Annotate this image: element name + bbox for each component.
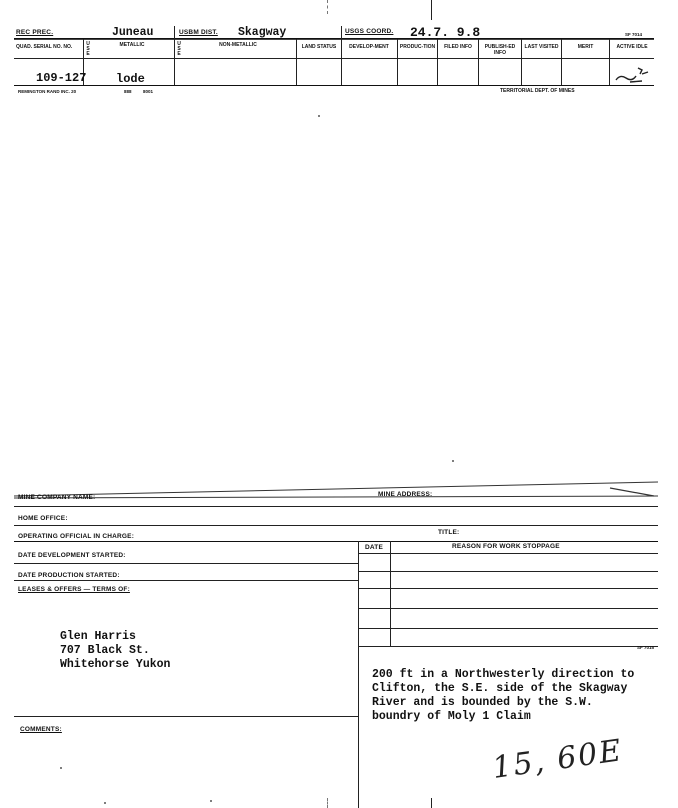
location-note-line: 200 ft in a Northwesterly direction to xyxy=(372,668,635,681)
mine-company-label: MINE COMPANY NAME: xyxy=(18,494,96,501)
column-header-bottom-rule xyxy=(14,58,654,59)
speck xyxy=(452,460,454,462)
code-2: 8001 xyxy=(143,89,154,94)
rule xyxy=(358,608,658,609)
col-active-idle: ACTIVE IDLE xyxy=(616,44,648,50)
rule xyxy=(14,580,358,581)
location-note-line: River and is bounded by the S.W. xyxy=(372,696,593,709)
fold-mark xyxy=(327,798,328,808)
handwritten-note: 15, 60E xyxy=(490,733,626,786)
grid-divider xyxy=(341,39,342,85)
grid-divider xyxy=(397,39,398,85)
usgs-coord-value: 24.7. 9.8 xyxy=(410,25,481,40)
fold-mark xyxy=(327,0,328,14)
col-use-metallic: U S E xyxy=(86,41,90,57)
printer-label: REMINGTON RAND INC. 20 xyxy=(18,89,77,94)
owner-name: Glen Harris xyxy=(60,630,136,643)
rule xyxy=(14,716,358,717)
operating-official-label: OPERATING OFFICIAL IN CHARGE: xyxy=(18,533,135,540)
title-label: TITLE: xyxy=(438,529,460,536)
rule xyxy=(14,525,658,526)
rule xyxy=(14,506,658,507)
owner-city: Whitehorse Yukon xyxy=(60,658,171,671)
prod-started-label: DATE PRODUCTION STARTED: xyxy=(18,572,120,579)
owner-street: 707 Black St. xyxy=(60,644,150,657)
top-tick xyxy=(431,0,432,20)
metallic-value: lode xyxy=(116,72,145,86)
speck xyxy=(318,115,320,117)
usgs-coord-label: USGS COORD. xyxy=(345,28,394,35)
form-number: SF 7014 xyxy=(625,32,643,37)
card-bottom-rule xyxy=(14,85,654,86)
divider xyxy=(341,26,342,39)
header-rule-2 xyxy=(14,39,654,40)
dev-started-label: DATE DEVELOPMENT STARTED: xyxy=(18,552,126,559)
bottom-tick xyxy=(431,798,432,808)
rule xyxy=(14,541,658,542)
code-1: 888 xyxy=(124,89,132,94)
col-non-metallic: NON-METALLIC xyxy=(219,42,257,48)
rule xyxy=(358,588,658,589)
lower-card-top-lines xyxy=(14,476,658,500)
location-note-line: Clifton, the S.E. side of the Skagway xyxy=(372,682,628,695)
comments-label: COMMENTS: xyxy=(20,726,62,733)
divider xyxy=(174,26,175,39)
col-use-non-metallic: U S E xyxy=(177,41,181,57)
col-filed-info: FILED INFO xyxy=(444,44,472,50)
form-number-2: SF 7015 xyxy=(637,645,655,650)
col-merit: MERIT xyxy=(577,44,594,50)
grid-divider xyxy=(296,39,297,85)
table-left-border xyxy=(358,541,359,808)
rec-prec-value: Juneau xyxy=(112,26,154,39)
date-column-divider xyxy=(390,541,391,647)
grid-divider xyxy=(609,39,610,85)
rule xyxy=(14,563,358,564)
col-metallic: METALLIC xyxy=(119,42,145,48)
location-note-line: boundry of Moly 1 Claim xyxy=(372,710,531,723)
grid-divider xyxy=(561,39,562,85)
home-office-label: HOME OFFICE: xyxy=(18,515,68,522)
usbm-dist-label: USBM DIST. xyxy=(179,29,218,36)
grid-divider xyxy=(174,39,175,85)
col-development: DEVELOP-MENT xyxy=(349,44,389,50)
rec-prec-label: REC PREC. xyxy=(16,29,54,36)
grid-divider xyxy=(521,39,522,85)
rule xyxy=(358,628,658,629)
usbm-dist-value: Skagway xyxy=(238,26,287,39)
grid-divider xyxy=(437,39,438,85)
col-production: PRODUC-TION xyxy=(399,44,436,50)
date-header: DATE xyxy=(365,544,384,551)
reason-header: REASON FOR WORK STOPPAGE xyxy=(452,543,560,550)
rule xyxy=(358,571,658,572)
speck xyxy=(104,802,106,804)
col-published-info: PUBLISH-ED INFO xyxy=(484,44,516,56)
col-last-visited: LAST VISITED xyxy=(524,44,559,50)
speck xyxy=(60,767,62,769)
grid-divider xyxy=(478,39,479,85)
leases-label: LEASES & OFFERS — TERMS OF: xyxy=(18,586,130,593)
active-idle-scribble xyxy=(612,60,654,84)
rule xyxy=(358,646,658,647)
mine-address-label: MINE ADDRESS: xyxy=(378,491,433,498)
quad-serial-value: 109-127 xyxy=(36,71,87,85)
rule xyxy=(358,553,658,554)
dept-label: TERRITORIAL DEPT. OF MINES xyxy=(500,88,575,94)
col-quad-serial: QUAD. SERIAL NO. NO. xyxy=(16,44,73,50)
col-land-status: LAND STATUS xyxy=(301,44,337,50)
speck xyxy=(210,800,212,802)
